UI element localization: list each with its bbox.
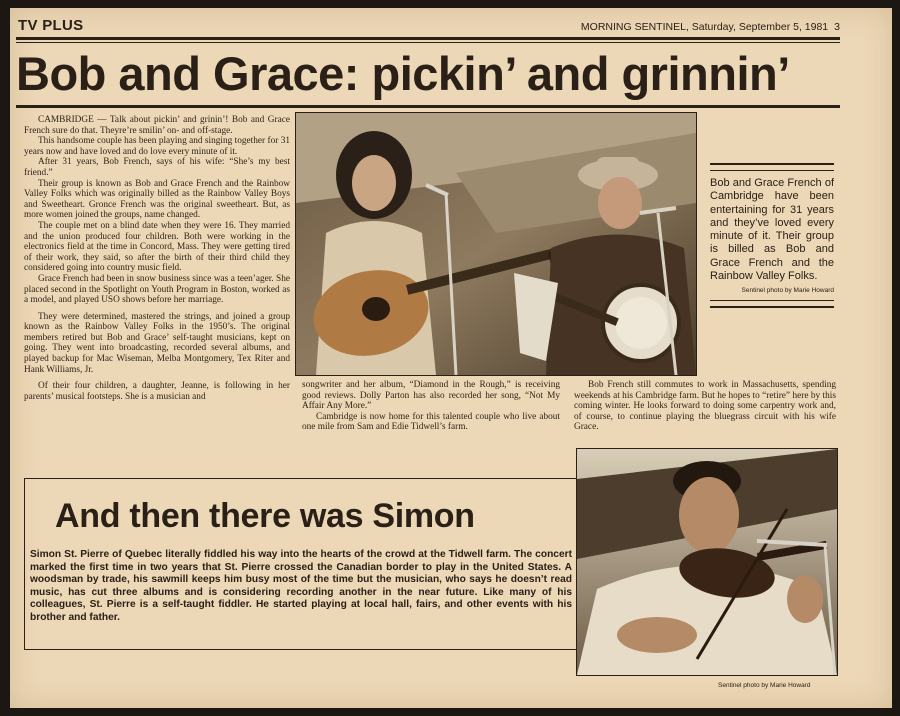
story-column-3 xyxy=(574,380,836,433)
story-column-2 xyxy=(302,380,560,433)
paragraph: songwriter and her album, “Diamond in the Rough,” is receiving good reviews. Dolly Parton has also recorded her song, “Not My Affair Any More.” xyxy=(302,380,560,412)
headline-rule xyxy=(16,105,840,108)
main-headline: Bob and Grace: pickin’ and grinnin’ xyxy=(16,47,790,100)
paragraph: Bob French still commutes to work in Massachusetts, spending weekends at his Cambridge farm. But he hopes to “retire” here by this coming winter. He looks forward to doing some carpentry work and, of course, to continue playing the bluegrass circuit with his wife Grace. xyxy=(574,380,836,433)
caption-rule-bottom xyxy=(710,300,834,308)
simon-headline: And then there was Simon xyxy=(55,497,475,535)
paragraph: Grace French had been in snow business since was a teen’ager. She placed second in the Spotlight on Youth Program in Boston, worked as a model, and played USO shows before her marriage. xyxy=(24,273,290,306)
paragraph: After 31 years, Bob French, says of his wife: “She’s my best friend.” xyxy=(24,157,290,178)
story-column-1 xyxy=(24,115,290,402)
paragraph: This handsome couple has been playing and singing together for 31 years now and have loved and do love every minute of it. xyxy=(24,136,290,157)
paragraph: They were determined, mastered the strings, and joined a group known as the Rainbow Valley Folks in the 1950’s. The original members retired but Bob and Grace’ self-taught musicians, kept on going. They went into broadcasting, recorded several albums, and played backup for Mac Wiseman, Melba Montgomery, Tex Riter and Hank Williams, Jr. xyxy=(24,311,290,375)
simon-photo-credit: Sentinel photo by Marie Howard xyxy=(718,682,811,689)
header-rule xyxy=(16,37,840,40)
page-number: 3 xyxy=(834,21,840,33)
band-photo-image xyxy=(296,113,696,375)
header-rule-thin xyxy=(16,42,840,43)
caption-text: Bob and Grace French of Cambridge have been entertaining for 31 years and they’ve loved every minute of it. Their group is billed as Bob and Grace French and the Rainbow Valley Folks. xyxy=(710,177,834,283)
paragraph: Of their four children, a daughter, Jeanne, is following in her parents’ musical footsteps. She is a musician and xyxy=(24,381,290,402)
simon-story-box xyxy=(24,478,578,650)
section-label: TV PLUS xyxy=(18,17,84,34)
simon-story-text: Simon St. Pierre of Quebec literally fiddled his way into the hearts of the crowd at the Tidwell farm. The concert marked the first time in two years that St. Pierre crossed the Canadian border to play in the United States. A woodsman by trade, his sawmill keeps him busy most of the time but the musician, who says he doesn’t read music, has cut three albums and is considering recording another in the near future. Like many of his colleagues, St. Pierre is a self-taught fiddler. He started playing at local hall, fairs, and other events with his brother and father. xyxy=(30,549,572,623)
photo-caption xyxy=(710,163,834,308)
paragraph: Their group is known as Bob and Grace French and the Rainbow Valley Folks which was originally billed as the Rainbow Valley Boys and Sweetheart. Gronce French was the original sweetheart. But, as more women joined the groups, name changed. xyxy=(24,178,290,221)
paragraph: Cambridge is now home for this talented couple who live about one mile from Sam and Edie Tidwell’s farm. xyxy=(302,411,560,433)
paragraph: CAMBRIDGE — Talk about pickin’ and grinin’! Bob and Grace French sure do that. Theyre’re smilin’ on- and off-stage. xyxy=(24,115,290,136)
newspaper-clipping xyxy=(10,8,892,708)
paragraph: The couple met on a blind date when they were 16. They married and the union produced four children. Both were working in the electronics field at the time in Concord, Mass. They were getting tired of their work, they said, so after the birth of their third child they considered going into country music field. xyxy=(24,220,290,274)
fiddler-photo xyxy=(576,448,838,676)
caption-rule-top xyxy=(710,163,834,171)
fiddler-photo-image xyxy=(577,449,837,675)
masthead-dateline xyxy=(581,21,840,33)
band-photo xyxy=(295,112,697,376)
paper-dateline: MORNING SENTINEL, Saturday, September 5, 1981 xyxy=(580,21,829,33)
photo-credit: Sentinel photo by Marie Howard xyxy=(741,287,834,295)
